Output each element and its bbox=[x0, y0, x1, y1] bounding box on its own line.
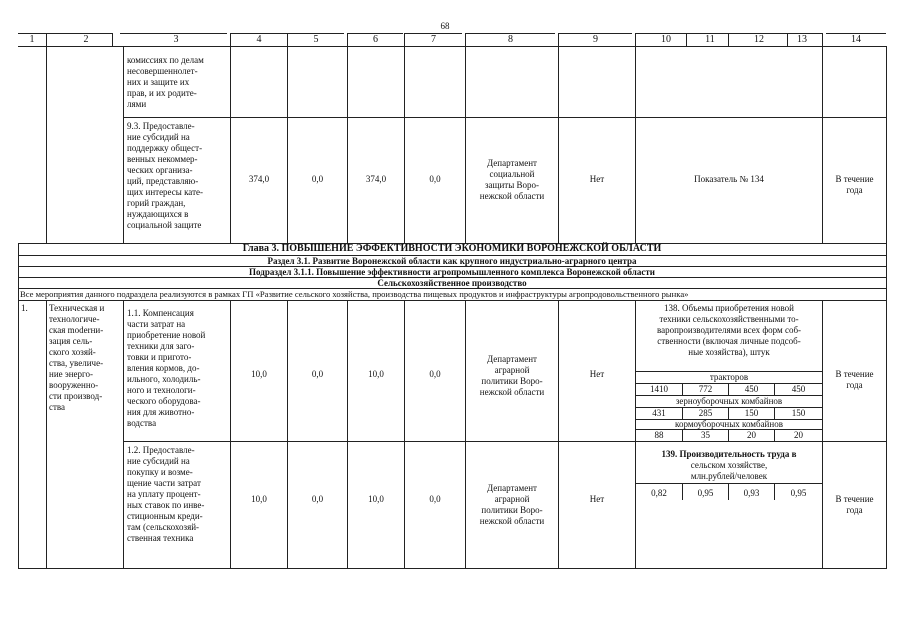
col-header-3: 3 bbox=[173, 34, 179, 45]
section-heading: Раздел 3.1. Развитие Воронежской области как крупного индустриально-аграрного центра bbox=[267, 256, 637, 266]
row-1-1-col6: 10,0 bbox=[368, 369, 384, 379]
item-1-number: 1. bbox=[21, 303, 28, 313]
forage-combines-value: 35 bbox=[701, 430, 710, 440]
row-9-3-col9: Нет bbox=[589, 174, 605, 184]
productivity-value: 0,93 bbox=[743, 488, 760, 498]
col-header-13: 13 bbox=[797, 34, 807, 45]
row-9-3-col6: 374,0 bbox=[365, 174, 387, 184]
col-header-1: 1 bbox=[29, 34, 35, 45]
program-note: Все мероприятия данного подраздела реализуются в рамках ГП «Развитие сельского хозяйства, производства пищевых продуктов и инфраструктуры агропродовольственного рынка» bbox=[20, 289, 689, 299]
col-header-2: 2 bbox=[83, 34, 89, 45]
tractors-value: 1410 bbox=[650, 384, 668, 394]
row-9-3-col5: 0,0 bbox=[311, 174, 324, 184]
col-header-12: 12 bbox=[754, 34, 764, 45]
sector-heading: Сельскохозяйственное производство bbox=[377, 278, 527, 288]
grain-combines-value: 150 bbox=[744, 408, 759, 418]
col-header-11: 11 bbox=[705, 34, 715, 45]
row-1-1-col7: 0,0 bbox=[429, 369, 441, 379]
chapter-heading: Глава 3. ПОВЫШЕНИЕ ЭФФЕКТИВНОСТИ ЭКОНОМИКИ ВОРОНЕЖСКОЙ ОБЛАСТИ bbox=[242, 243, 662, 254]
col-header-5: 5 bbox=[313, 34, 319, 45]
col-header-10: 10 bbox=[661, 34, 671, 45]
productivity-value: 0,95 bbox=[790, 488, 807, 498]
row-1-1-col4: 10,0 bbox=[251, 369, 267, 379]
grain-combines-value: 431 bbox=[652, 408, 666, 418]
row-9-3-col4: 374,0 bbox=[248, 174, 270, 184]
row-1-2-col7: 0,0 bbox=[429, 494, 441, 504]
row-1-1-col5: 0,0 bbox=[311, 369, 324, 379]
col-header-9: 9 bbox=[593, 34, 598, 45]
productivity-value: 0,95 bbox=[697, 488, 714, 498]
grain-combines-value: 150 bbox=[791, 408, 806, 418]
col-header-4: 4 bbox=[256, 34, 262, 45]
forage-combines-value: 88 bbox=[654, 430, 664, 440]
col-header-7: 7 bbox=[431, 34, 436, 45]
productivity-value: 0,82 bbox=[651, 488, 667, 498]
row-1-2-col9: Нет bbox=[589, 494, 605, 504]
row-1-2-col6: 10,0 bbox=[368, 494, 384, 504]
row-9-3-indicator: Показатель № 134 bbox=[694, 174, 764, 184]
col-header-14: 14 bbox=[851, 34, 861, 45]
tractors-label: тракторов bbox=[709, 372, 749, 382]
tractors-value: 450 bbox=[744, 384, 759, 394]
page-number: 68 bbox=[440, 21, 450, 31]
forage-combines-label: кормоуборочных комбайнов bbox=[675, 419, 783, 429]
row-1-2-col5: 0,0 bbox=[311, 494, 324, 504]
forage-combines-value: 20 bbox=[747, 430, 756, 440]
row-9-3-col7: 0,0 bbox=[429, 174, 441, 184]
row-1-1-col9: Нет bbox=[589, 369, 605, 379]
col-header-8: 8 bbox=[508, 34, 513, 45]
grain-combines-value: 285 bbox=[698, 408, 713, 418]
col-header-6: 6 bbox=[373, 34, 378, 45]
forage-combines-value: 20 bbox=[794, 430, 803, 440]
tractors-value: 450 bbox=[791, 384, 806, 394]
subsection-heading: Подраздел 3.1.1. Повышение эффективности агропромышленного комплекса Воронежской области bbox=[249, 267, 655, 277]
grain-combines-label: зерноуборочных комбайнов bbox=[675, 396, 783, 406]
row-1-2-col4: 10,0 bbox=[251, 494, 267, 504]
tractors-value: 772 bbox=[698, 384, 713, 394]
